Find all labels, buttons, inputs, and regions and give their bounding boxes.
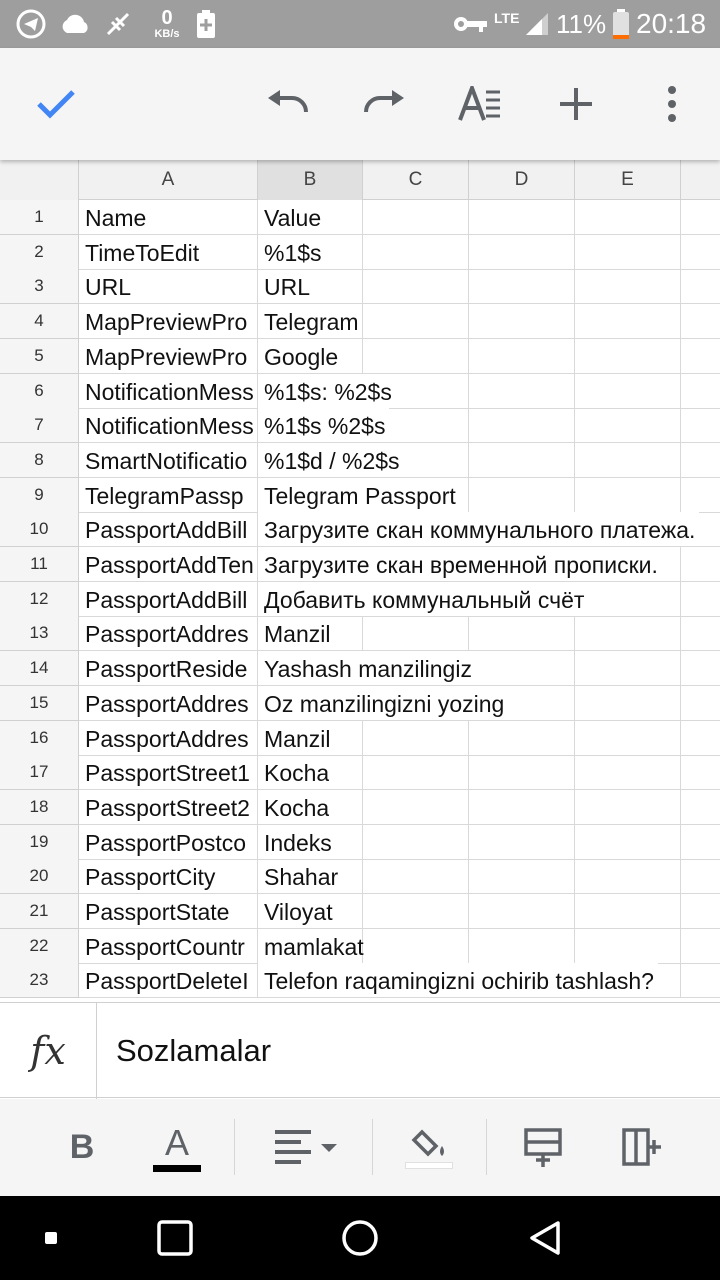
text-color-icon: A — [164, 1121, 189, 1163]
grid-cell[interactable] — [469, 790, 575, 825]
cell-value[interactable]: Kocha — [264, 794, 330, 821]
grid-cell[interactable] — [469, 374, 575, 409]
grid-cell[interactable] — [575, 721, 681, 756]
home-icon — [341, 1219, 379, 1257]
row-header[interactable]: 1 — [0, 200, 79, 235]
speed-unit: KB/s — [154, 28, 180, 40]
grid-cell[interactable] — [681, 235, 720, 270]
table-row — [0, 304, 720, 339]
table-row — [0, 374, 720, 409]
cell-value[interactable]: Telefon raqamingizni ochirib tashlash? — [258, 963, 658, 997]
table-row — [0, 478, 720, 513]
cell-name[interactable]: PassportAddres — [85, 690, 249, 717]
table-row — [0, 339, 720, 374]
grid-cell[interactable] — [363, 894, 469, 929]
back-button[interactable] — [522, 1196, 568, 1280]
table-row — [0, 408, 720, 443]
grid-cell[interactable] — [575, 443, 681, 478]
table-row — [0, 582, 720, 617]
cell-name[interactable]: PassportCountr — [85, 933, 245, 960]
grid-cell[interactable] — [363, 721, 469, 756]
cell-name[interactable]: NotificationMess — [85, 378, 254, 405]
top-toolbar — [0, 48, 720, 160]
row-header[interactable]: 22 — [0, 929, 79, 964]
grid-cell[interactable] — [575, 686, 681, 721]
grid-cell[interactable] — [681, 616, 720, 651]
grid-cell[interactable] — [681, 547, 720, 582]
table-row — [0, 616, 720, 651]
cell-value[interactable]: Indeks — [264, 829, 332, 856]
column-header-c[interactable]: C — [363, 160, 469, 200]
row-header[interactable]: 15 — [0, 686, 79, 721]
cell-name[interactable]: MapPreviewPro — [85, 309, 248, 336]
grid-cell[interactable] — [469, 443, 575, 478]
more-vert-icon — [666, 86, 678, 122]
grid-cell[interactable] — [363, 929, 469, 964]
cell-name[interactable]: PassportReside — [85, 656, 248, 683]
row-header[interactable]: 6 — [0, 374, 79, 409]
table-row — [0, 547, 720, 582]
undo-icon — [266, 90, 310, 118]
battery-low-icon — [610, 0, 632, 48]
table-row — [0, 859, 720, 894]
grid-cell[interactable] — [469, 616, 575, 651]
cell-value[interactable]: Oz manzilingizni yozing — [258, 686, 508, 720]
row-header[interactable]: 10 — [0, 512, 79, 547]
grid-cell[interactable] — [681, 825, 720, 860]
grid-cell[interactable] — [363, 235, 469, 270]
grid-cell[interactable] — [681, 304, 720, 339]
grid-cell[interactable] — [575, 894, 681, 929]
dot-icon — [45, 1232, 57, 1244]
cell-name[interactable]: PassportPostco — [85, 829, 247, 856]
grid-cell[interactable] — [575, 374, 681, 409]
row-header[interactable]: 18 — [0, 790, 79, 825]
grid-cell[interactable] — [363, 269, 469, 304]
cell-value[interactable]: Manzil — [264, 725, 331, 752]
formula-bar — [0, 1002, 720, 1098]
grid-cell[interactable] — [363, 825, 469, 860]
grid-cell[interactable] — [575, 200, 681, 235]
row-header[interactable]: 2 — [0, 235, 79, 270]
grid-cell[interactable] — [575, 651, 681, 686]
grid-cell[interactable] — [681, 582, 720, 617]
recents-icon — [157, 1220, 193, 1256]
row-header[interactable]: 14 — [0, 651, 79, 686]
fx-icon[interactable]: fx — [0, 1003, 97, 1099]
text-format-icon — [458, 86, 502, 122]
grid-cell[interactable] — [469, 894, 575, 929]
grid-cell[interactable] — [363, 200, 469, 235]
row-header[interactable]: 13 — [0, 616, 79, 651]
cell-value[interactable]: Shahar — [264, 864, 339, 891]
cell-name[interactable]: Name — [85, 205, 147, 231]
fill-color-swatch — [405, 1162, 453, 1169]
telegram-icon — [14, 0, 48, 48]
grid-cell[interactable] — [363, 304, 469, 339]
cell-name[interactable]: PassportDeleteI — [85, 968, 249, 995]
back-icon — [528, 1220, 562, 1256]
grid-cell[interactable] — [363, 755, 469, 790]
add-icon — [558, 86, 594, 122]
grid-cell[interactable] — [681, 721, 720, 756]
signal-icon — [522, 0, 552, 48]
grid-cell[interactable] — [363, 616, 469, 651]
grid-cell[interactable] — [469, 235, 575, 270]
insert-column-button[interactable] — [616, 1115, 666, 1179]
table-row — [0, 929, 720, 964]
cell-value[interactable]: Google — [264, 343, 339, 370]
row-header[interactable]: 11 — [0, 547, 79, 582]
separator — [486, 1119, 487, 1175]
grid-cell[interactable] — [681, 443, 720, 478]
insert-column-icon — [621, 1127, 661, 1167]
cell-value[interactable]: %1$s — [264, 239, 322, 266]
row-header[interactable]: 8 — [0, 443, 79, 478]
cell-value[interactable]: Manzil — [264, 621, 331, 648]
table-row — [0, 825, 720, 860]
column-header-f[interactable] — [681, 160, 720, 200]
row-header[interactable]: 17 — [0, 755, 79, 790]
row-header[interactable]: 19 — [0, 825, 79, 860]
row-header[interactable]: 5 — [0, 339, 79, 374]
cell-value[interactable]: Telegram — [264, 309, 359, 336]
cell-value[interactable]: %1$d / %2$s — [258, 443, 404, 477]
grid-cell[interactable] — [681, 269, 720, 304]
check-icon — [36, 89, 76, 119]
column-header-d[interactable]: D — [469, 160, 575, 200]
cell-value[interactable]: Yashash manzilingiz — [258, 651, 476, 685]
grid-cell[interactable] — [681, 478, 720, 513]
add-button[interactable] — [544, 72, 608, 136]
grid-cell[interactable] — [469, 408, 575, 443]
cell-value[interactable]: mamlakat — [264, 933, 364, 960]
cell-name[interactable]: PassportAddBill — [85, 517, 248, 544]
more-options-button[interactable] — [640, 72, 704, 136]
grid-cell[interactable] — [681, 929, 720, 964]
row-header[interactable]: 7 — [0, 408, 79, 443]
table-row — [0, 235, 720, 270]
confirm-button[interactable] — [24, 72, 88, 136]
cell-name[interactable]: PassportStreet2 — [85, 794, 250, 821]
grid-cell[interactable] — [469, 825, 575, 860]
network-type: LTE — [494, 10, 520, 26]
select-all-corner[interactable] — [0, 160, 79, 200]
row-header[interactable]: 21 — [0, 894, 79, 929]
dot-button[interactable] — [36, 1196, 66, 1280]
grid-cell[interactable] — [575, 825, 681, 860]
table-row — [0, 512, 720, 547]
row-header[interactable]: 16 — [0, 721, 79, 756]
text-color-button[interactable] — [150, 1115, 204, 1179]
grid-cell[interactable] — [575, 235, 681, 270]
cell-name[interactable]: PassportAddres — [85, 621, 249, 648]
column-header-b[interactable]: B — [258, 160, 363, 200]
row-header[interactable]: 23 — [0, 963, 79, 998]
cell-name[interactable]: PassportState — [85, 899, 230, 925]
align-icon — [269, 1128, 339, 1166]
key-icon — [452, 0, 488, 48]
table-row — [0, 790, 720, 825]
speed-indicator — [150, 0, 184, 48]
cell-name[interactable]: URL — [85, 274, 132, 301]
battery-plus-icon — [194, 0, 218, 48]
insert-row-button[interactable] — [518, 1115, 568, 1179]
column-header-e[interactable]: E — [575, 160, 681, 200]
cell-value[interactable]: URL — [264, 274, 311, 301]
redo-button[interactable] — [352, 72, 416, 136]
column-header-row — [0, 160, 720, 200]
separator — [234, 1119, 235, 1175]
battery-percent: 11% — [556, 8, 607, 39]
grid-cell[interactable] — [363, 859, 469, 894]
table-row — [0, 721, 720, 756]
cell-name[interactable]: SmartNotificatio — [85, 447, 248, 474]
speed-value: 0 — [161, 7, 173, 29]
fill-color-icon — [408, 1126, 450, 1160]
insert-row-icon — [523, 1127, 563, 1167]
grid-cell[interactable] — [469, 651, 575, 686]
grid-cell[interactable] — [681, 755, 720, 790]
cell-name[interactable]: PassportAddBill — [85, 586, 248, 613]
cloud-icon — [58, 0, 92, 48]
grid-cell[interactable] — [575, 582, 681, 617]
cell-name[interactable]: MapPreviewPro — [85, 343, 248, 370]
cell-value[interactable]: Загрузите скан коммунального платежа. — [258, 512, 699, 546]
grid-cell[interactable] — [575, 616, 681, 651]
grid-cell[interactable] — [469, 859, 575, 894]
cell-value[interactable]: Value — [264, 205, 322, 231]
row-header[interactable]: 9 — [0, 478, 79, 513]
row-header[interactable]: 20 — [0, 859, 79, 894]
cell-value[interactable]: Kocha — [264, 760, 330, 787]
grid-cell[interactable] — [681, 374, 720, 409]
grid-cell[interactable] — [575, 478, 681, 513]
grid-cell[interactable] — [575, 269, 681, 304]
cell-name[interactable]: TimeToEdit — [85, 239, 200, 266]
separator — [372, 1119, 373, 1175]
cell-value[interactable]: Загрузите скан временной прописки. — [258, 547, 662, 581]
grid-cell[interactable] — [469, 339, 575, 374]
table-row — [0, 894, 720, 929]
redo-icon — [362, 90, 406, 118]
formula-input[interactable]: Sozlamalar — [116, 1033, 272, 1068]
grid-cell[interactable] — [681, 200, 720, 235]
grid-cell[interactable] — [681, 408, 720, 443]
text-color-swatch — [153, 1165, 201, 1172]
table-row — [0, 200, 720, 235]
row-header[interactable]: 4 — [0, 304, 79, 339]
cell-value[interactable]: Viloyat — [264, 899, 333, 925]
align-button[interactable] — [266, 1115, 342, 1179]
grid-cell[interactable] — [469, 269, 575, 304]
cell-name[interactable]: PassportAddTen — [85, 552, 254, 578]
cell-value[interactable]: Добавить коммунальный счёт — [258, 582, 588, 616]
grid-cell[interactable] — [469, 929, 575, 964]
grid-cell[interactable] — [575, 339, 681, 374]
grid-cell[interactable] — [469, 304, 575, 339]
grid-cell[interactable] — [575, 755, 681, 790]
text-format-button[interactable] — [448, 72, 512, 136]
column-header-a[interactable]: A — [79, 160, 258, 200]
cell-name[interactable]: PassportStreet1 — [85, 760, 250, 787]
satellite-icon — [100, 0, 136, 48]
table-row — [0, 963, 720, 998]
grid-cell[interactable] — [363, 339, 469, 374]
grid-cell[interactable] — [681, 651, 720, 686]
fill-color-button[interactable] — [402, 1115, 456, 1179]
grid-cell[interactable] — [575, 304, 681, 339]
table-row — [0, 269, 720, 304]
table-row — [0, 686, 720, 721]
table-row — [0, 651, 720, 686]
spreadsheet-grid[interactable] — [0, 160, 720, 1000]
grid-cell[interactable] — [681, 859, 720, 894]
undo-button[interactable] — [256, 72, 320, 136]
grid-cell[interactable] — [681, 963, 720, 998]
grid-cell[interactable] — [681, 686, 720, 721]
format-toolbar — [0, 1099, 720, 1196]
cell-value[interactable]: %1$s: %2$s — [258, 374, 396, 408]
grid-cell[interactable] — [469, 478, 575, 513]
table-row — [0, 443, 720, 478]
grid-cell[interactable] — [469, 721, 575, 756]
cell-name[interactable]: PassportAddres — [85, 725, 249, 752]
grid-cell[interactable] — [681, 894, 720, 929]
cell-value[interactable]: %1$s %2$s — [258, 408, 389, 442]
grid-cell[interactable] — [575, 408, 681, 443]
bold-button[interactable]: B — [69, 1127, 95, 1166]
grid-cell[interactable] — [469, 755, 575, 790]
table-row — [0, 755, 720, 790]
cell-name[interactable]: PassportCity — [85, 864, 216, 891]
system-nav-bar — [0, 1196, 720, 1280]
recents-button[interactable] — [150, 1196, 200, 1280]
clock: 20:18 — [636, 8, 707, 39]
grid-cell[interactable] — [575, 859, 681, 894]
cell-value[interactable]: Telegram Passport — [258, 478, 460, 512]
status-bar — [0, 0, 720, 48]
home-button[interactable] — [336, 1196, 384, 1280]
cell-name[interactable]: NotificationMess — [85, 413, 254, 440]
grid-cell[interactable] — [575, 790, 681, 825]
grid-cell[interactable] — [681, 790, 720, 825]
row-header[interactable]: 3 — [0, 269, 79, 304]
grid-cell[interactable] — [469, 200, 575, 235]
row-header[interactable]: 12 — [0, 582, 79, 617]
cell-name[interactable]: TelegramPassp — [85, 482, 244, 509]
grid-cell[interactable] — [681, 339, 720, 374]
grid-cell[interactable] — [363, 790, 469, 825]
grid-cell[interactable] — [575, 929, 681, 964]
